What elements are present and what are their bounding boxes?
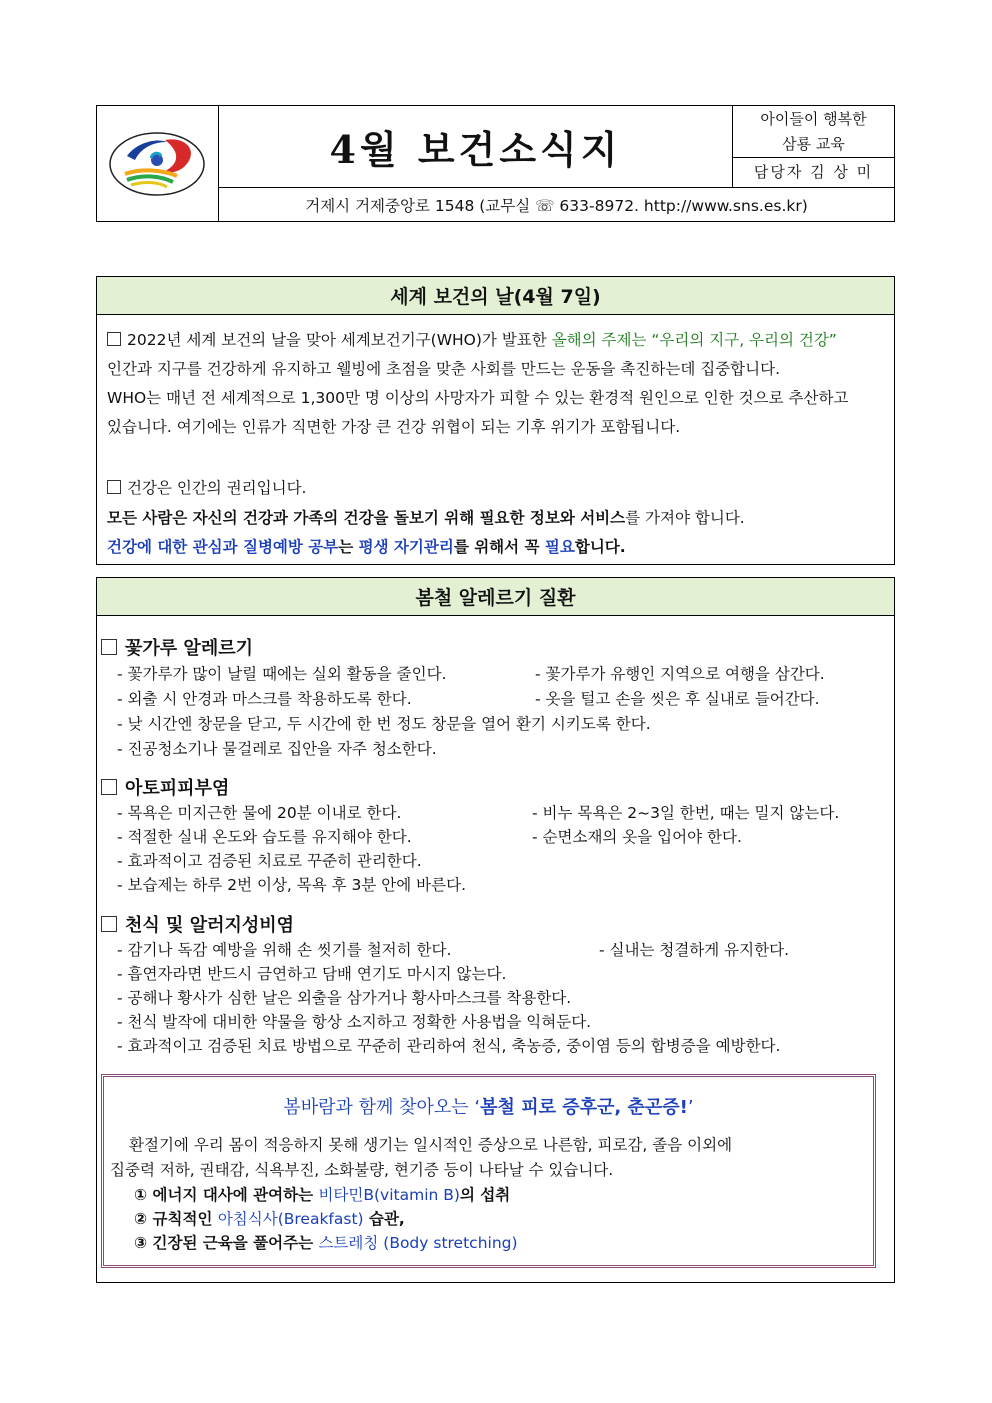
theme-highlight: 올해의 주제는 “우리의 지구, 우리의 건강” (551, 331, 837, 349)
paragraph-line: 환절기에 우리 몸이 적응하지 못해 생기는 일시적인 증상으로 나른함, 피로감, 졸음 이외에 (129, 1136, 733, 1154)
checkbox-icon (101, 639, 117, 655)
paragraph-line: 집중력 저하, 권태감, 식욕부진, 소화불량, 현기증 등이 나타날 수 있습니다. (110, 1161, 614, 1179)
list-item: - 비누 목욕은 2~3일 한번, 때는 밀지 않는다. (532, 804, 840, 822)
tip-item: ① 에너지 대사에 관여하는 비타민B(vitamin B)의 섭취 (134, 1186, 511, 1204)
spring-allergy-section (96, 577, 895, 1283)
school-logo (97, 106, 219, 221)
pollen-allergy-heading: 꽃가루 알레르기 (101, 634, 253, 660)
motto-line-2: 삼룡 교육 (782, 135, 845, 153)
list-item: - 보습제는 하루 2번 이상, 목욕 후 3분 안에 바른다. (117, 876, 467, 894)
asthma-rhinitis-heading: 천식 및 알러지성비염 (101, 911, 294, 937)
section-heading: 봄철 알레르기 질환 (97, 578, 894, 616)
list-item: - 옷을 털고 손을 씻은 후 실내로 들어간다. (535, 690, 820, 708)
staff-in-charge: 담당자 김 상 미 (753, 163, 874, 181)
newsletter-header (96, 105, 895, 222)
spring-fatigue-title: 봄바람과 함께 찾아오는 ‘봄철 피로 증후군, 춘곤증!’ (283, 1097, 694, 1118)
list-item: - 진공청소기나 물걸레로 집안을 자주 청소한다. (117, 740, 437, 758)
atopic-dermatitis-heading: 아토피피부염 (101, 774, 229, 800)
school-address: 거제시 거제중앙로 1548 (교무실 ☏ 633-8972. http://www.sns.es.kr) (305, 196, 808, 215)
list-item: - 꽃가루가 많이 날릴 때에는 실외 활동을 줄인다. (117, 665, 447, 683)
list-item: - 순면소재의 옷을 입어야 한다. (532, 828, 742, 846)
checkbox-icon (101, 916, 117, 932)
school-motto (733, 106, 894, 158)
paragraph-line: WHO는 매년 전 세계적으로 1,300만 명 이상의 사망자가 피할 수 있는 환경적 원인으로 인한 것으로 추산하고 (107, 389, 849, 407)
tip-item: ② 규칙적인 아침식사(Breakfast) 습관, (134, 1210, 405, 1228)
paragraph-line: 인간과 지구를 건강하게 유지하고 웰빙에 초점을 맞춘 사회를 만드는 운동을 촉진하는데 집중합니다. (107, 360, 781, 378)
tip-item: ③ 긴장된 근육을 풀어주는 스트레칭 (Body stretching) (134, 1234, 518, 1252)
checkbox-icon (107, 332, 121, 346)
header-info-box (732, 106, 894, 188)
list-item: - 감기나 독감 예방을 위해 손 씻기를 철저히 한다. (117, 941, 452, 959)
paragraph-line: 2022년 세계 보건의 날을 맞아 세계보건기구(WHO)가 발표한 올해의 주제는 “우리의 지구, 우리의 건강” (107, 328, 837, 350)
checkbox-icon (107, 480, 121, 494)
world-health-day-section (96, 276, 895, 565)
paragraph-line: 있습니다. 여기에는 인류가 직면한 가장 큰 건강 위협이 되는 기후 위기가 포함됩니다. (107, 418, 681, 436)
list-item: - 효과적이고 검증된 치료로 꾸준히 관리한다. (117, 852, 422, 870)
list-item: - 목욕은 미지근한 물에 20분 이내로 한다. (117, 804, 402, 822)
list-item: - 외출 시 안경과 마스크를 착용하도록 한다. (117, 690, 412, 708)
list-item: - 실내는 청결하게 유지한다. (599, 941, 790, 959)
paragraph-line: 건강은 인간의 권리입니다. (107, 476, 307, 498)
list-item: - 낮 시간엔 창문을 닫고, 두 시간에 한 번 정도 창문을 열어 환기 시키도록 한다. (117, 715, 651, 733)
list-item: - 꽃가루가 유행인 지역으로 여행을 삼간다. (535, 665, 825, 683)
list-item: - 효과적이고 검증된 치료 방법으로 꾸준히 관리하여 천식, 축농증, 중이염 등의 합병증을 예방한다. (117, 1037, 781, 1055)
section-heading: 세계 보건의 날(4월 7일) (97, 277, 894, 315)
paragraph-line: 모든 사람은 자신의 건강과 가족의 건강을 돌보기 위해 필요한 정보와 서비스를 가져야 합니다. (107, 509, 745, 527)
newsletter-title: 4월 보건소식지 (219, 106, 732, 188)
motto-line-1: 아이들이 행복한 (760, 110, 867, 128)
paragraph-line: 건강에 대한 관심과 질병예방 공부는 평생 자기관리를 위해서 꼭 필요합니다. (107, 538, 626, 556)
list-item: - 적절한 실내 온도와 습도를 유지해야 한다. (117, 828, 412, 846)
checkbox-icon (101, 779, 117, 795)
logo-emblem-icon (107, 130, 207, 198)
list-item: - 흡연자라면 반드시 금연하고 담배 연기도 마시지 않는다. (117, 965, 507, 983)
list-item: - 공해나 황사가 심한 날은 외출을 삼가거나 황사마스크를 착용한다. (117, 989, 572, 1007)
list-item: - 천식 발작에 대비한 약물을 항상 소지하고 정확한 사용법을 익혀둔다. (117, 1013, 592, 1031)
spring-fatigue-box (101, 1074, 876, 1268)
